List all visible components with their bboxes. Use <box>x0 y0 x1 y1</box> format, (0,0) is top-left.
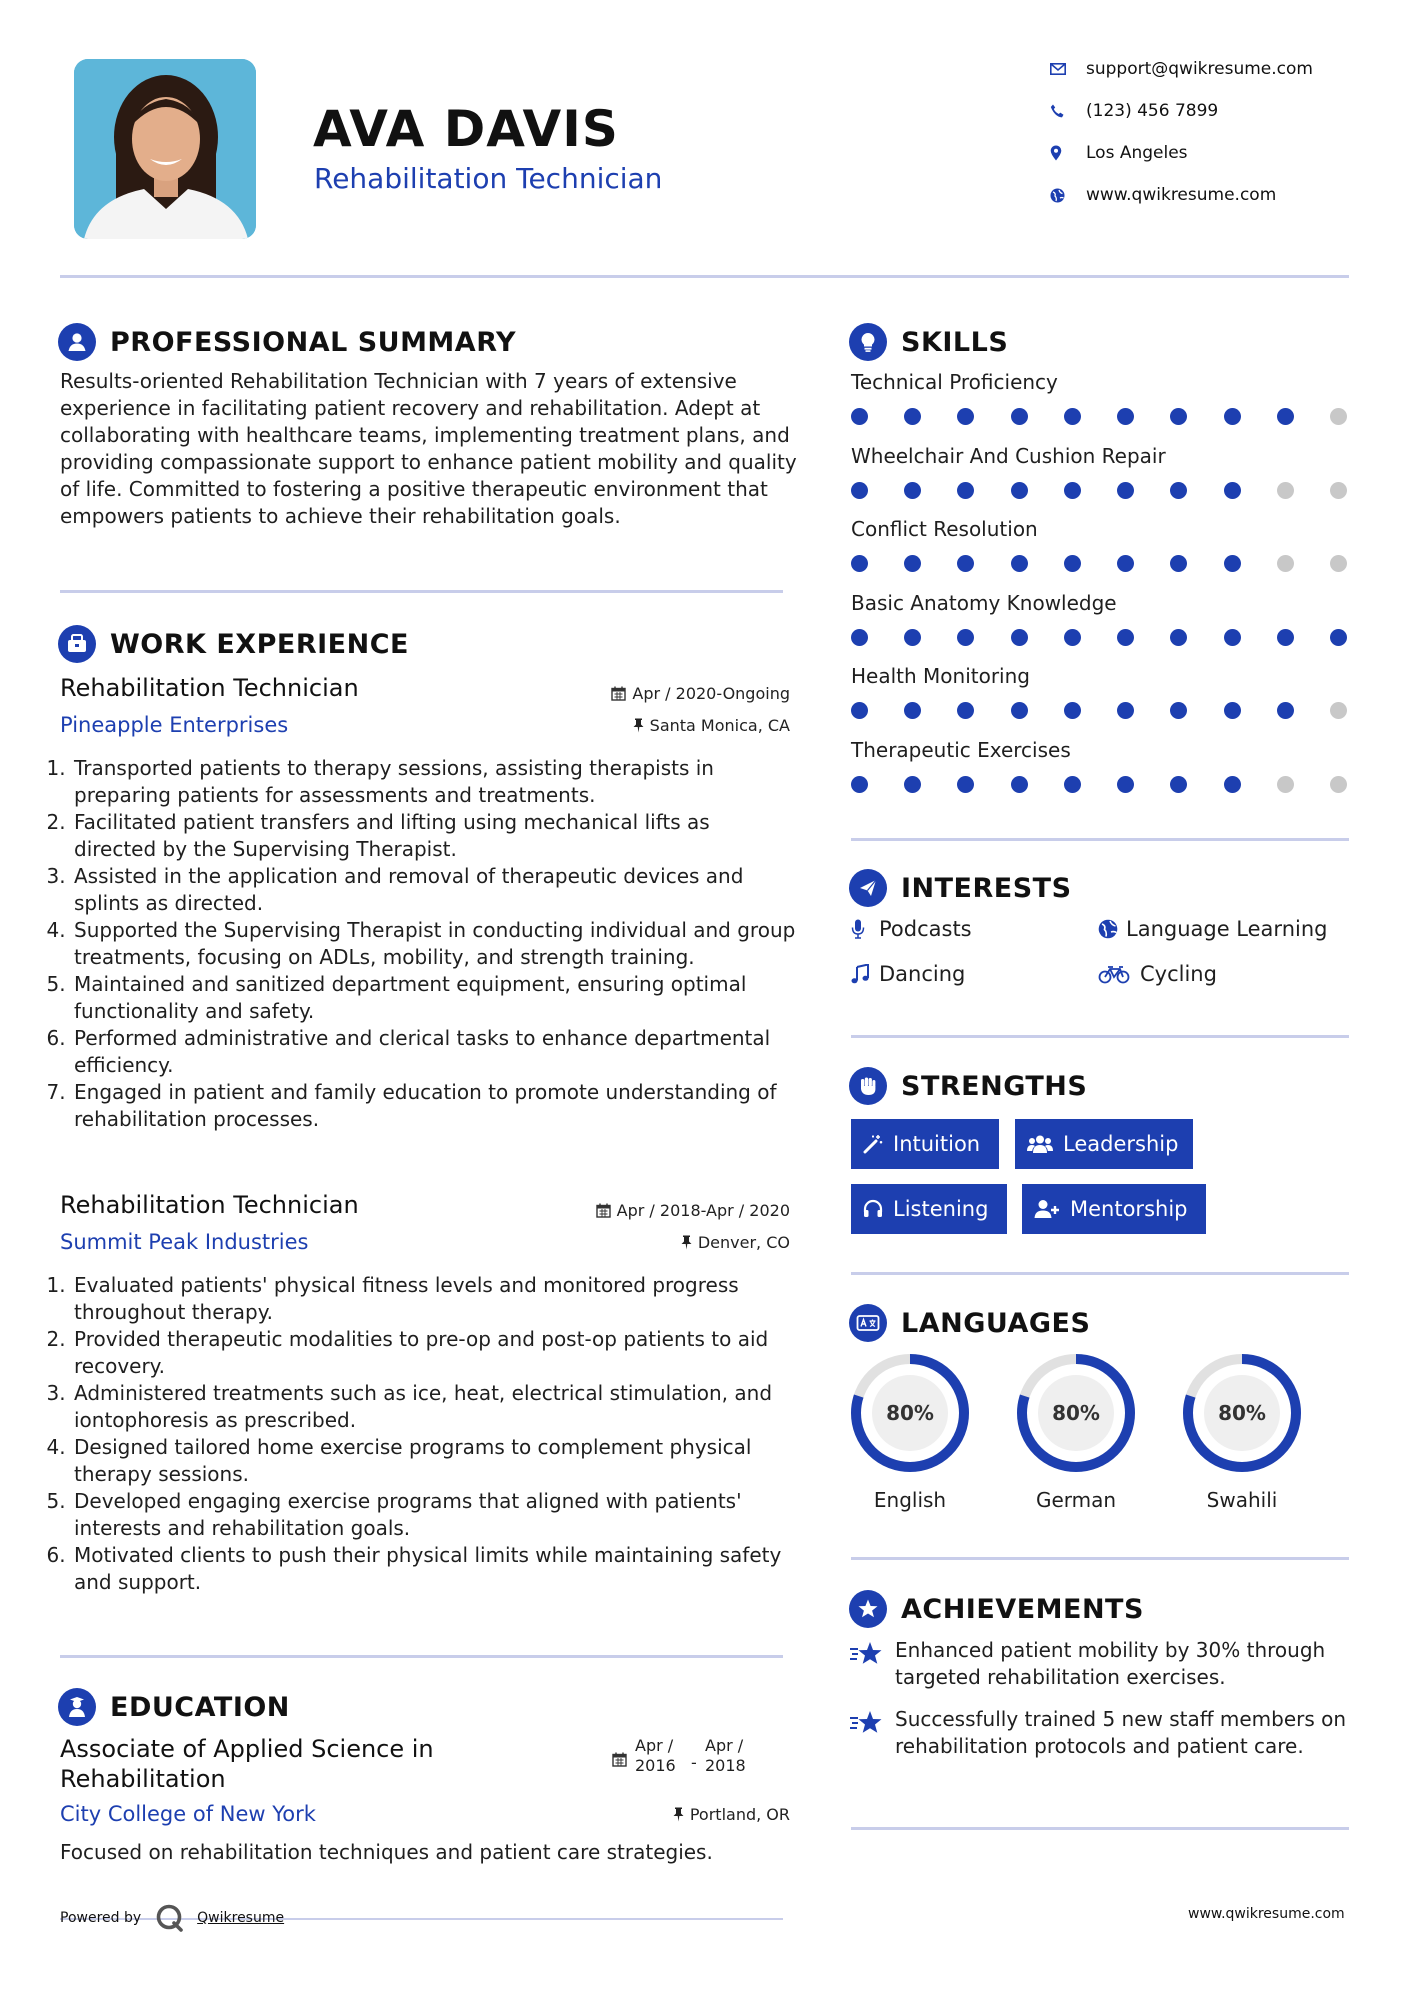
skill-dot-filled <box>851 555 868 572</box>
skill-dot-filled <box>851 776 868 793</box>
contact-website[interactable] <box>1050 180 1350 210</box>
languages-heading <box>849 1303 1090 1343</box>
interests-title: INTERESTS <box>901 872 1072 904</box>
powered-by-text: Powered by <box>60 1910 142 1926</box>
qwikresume-logo-icon <box>155 1903 185 1933</box>
languages-title: LANGUAGES <box>901 1307 1091 1339</box>
graduate-icon <box>58 1688 96 1726</box>
skills-divider <box>851 838 1349 841</box>
skill-name: Conflict Resolution <box>851 517 1038 541</box>
skill-dot-filled <box>1064 702 1081 719</box>
achievements-divider <box>851 1827 1349 1830</box>
language-percent: 80% <box>1052 1401 1100 1425</box>
profile-photo <box>74 59 256 239</box>
duty-item: 7. Engaged in patient and family education to promote understanding of rehabilitation processes. <box>72 1079 798 1133</box>
skill-dot-filled <box>1277 702 1294 719</box>
skill-rating <box>851 629 1347 646</box>
strength-label: Intuition <box>893 1132 981 1156</box>
language-name: English <box>873 1488 947 1512</box>
achievements-heading <box>849 1589 1144 1629</box>
candidate-name: AVA DAVIS <box>313 100 619 158</box>
skill-dot-filled <box>1064 555 1081 572</box>
skill-dot-filled <box>851 482 868 499</box>
interest-item <box>851 962 965 986</box>
duty-item: 4. Designed tailored home exercise programs to complement physical therapy sessions. <box>72 1434 798 1488</box>
skill-dot-filled <box>1117 555 1134 572</box>
qwikresume-link[interactable]: Qwikresume <box>197 1910 285 1926</box>
date-separator: - <box>691 1753 697 1772</box>
skill-dot-filled <box>1224 408 1241 425</box>
skill-dot-filled <box>1277 408 1294 425</box>
job-location-text: Denver, CO <box>697 1233 790 1252</box>
skill-dot-filled <box>1011 629 1028 646</box>
pushpin-icon <box>633 718 644 733</box>
skill-dot-filled <box>1011 555 1028 572</box>
header-divider <box>60 275 1349 278</box>
skill-dot-filled <box>1011 776 1028 793</box>
strength-chip <box>1015 1119 1193 1169</box>
skill-dot-filled <box>1224 482 1241 499</box>
contact-website-text: www.qwikresume.com <box>1086 185 1277 205</box>
interest-item <box>1098 917 1327 941</box>
achievement-item <box>849 1637 1349 1691</box>
job-title: Rehabilitation Technician <box>60 674 359 702</box>
skill-rating <box>851 482 1347 499</box>
job-dates <box>480 1201 790 1220</box>
language-item <box>1014 1352 1138 1512</box>
calendar-icon <box>611 686 626 701</box>
interest-item <box>851 917 972 941</box>
skill-name: Technical Proficiency <box>851 370 1058 394</box>
skill-dot-filled <box>1224 776 1241 793</box>
skill-dot-filled <box>957 555 974 572</box>
skill-dot-filled <box>1117 629 1134 646</box>
skill-dot-filled <box>1117 702 1134 719</box>
star-badge-icon <box>849 1590 887 1628</box>
skill-name: Basic Anatomy Knowledge <box>851 590 1117 615</box>
strength-label: Mentorship <box>1070 1197 1188 1221</box>
skills-heading <box>849 322 1008 362</box>
summary-title: PROFESSIONAL SUMMARY <box>110 326 517 358</box>
skill-name: Health Monitoring <box>851 664 1030 688</box>
contact-phone[interactable] <box>1050 96 1350 126</box>
job-dates-text: Apr / 2020-Ongoing <box>632 684 790 703</box>
skill-dot-filled <box>1011 408 1028 425</box>
candidate-title: Rehabilitation Technician <box>314 162 663 195</box>
skill-dot-filled <box>904 629 921 646</box>
language-item <box>1180 1352 1304 1512</box>
interest-label: Cycling <box>1140 962 1217 986</box>
skill-dot-filled <box>957 702 974 719</box>
skill-dot-filled <box>957 776 974 793</box>
phone-icon <box>1050 104 1086 118</box>
education-heading <box>58 1687 290 1727</box>
skill-dot-filled <box>1277 629 1294 646</box>
skill-dot-empty <box>1330 776 1347 793</box>
language-card-icon <box>849 1304 887 1342</box>
skill-dot-filled <box>1064 482 1081 499</box>
powered-by <box>60 1903 284 1933</box>
language-item <box>848 1352 972 1512</box>
skill-dot-empty <box>1277 482 1294 499</box>
calendar-icon <box>596 1203 611 1218</box>
education-end: Apr / 2018 <box>705 1736 746 1775</box>
star-icon <box>849 1706 895 1743</box>
education-location <box>480 1805 790 1824</box>
strength-chip <box>851 1119 999 1169</box>
job-duties <box>54 1272 798 1596</box>
experience-title: WORK EXPERIENCE <box>110 628 409 660</box>
duty-item: 1. Transported patients to therapy sessions, assisting therapists in preparing patients for assessments and treatments. <box>72 755 798 809</box>
school-name: City College of New York <box>60 1802 316 1826</box>
skill-name: Therapeutic Exercises <box>851 737 1071 762</box>
skill-dot-filled <box>1330 629 1347 646</box>
skill-rating <box>851 555 1347 572</box>
skill-row <box>851 591 1351 665</box>
contact-location <box>1050 138 1350 168</box>
degree-title: Associate of Applied Science in Rehabilitation <box>60 1735 434 1793</box>
interests-heading <box>849 868 1072 908</box>
skill-dot-filled <box>851 408 868 425</box>
skill-dot-filled <box>1224 702 1241 719</box>
languages-list <box>848 1352 1308 1512</box>
skill-dot-filled <box>904 776 921 793</box>
experience-divider <box>60 1655 783 1658</box>
education-location-text: Portland, OR <box>689 1805 790 1824</box>
duty-item: 3. Administered treatments such as ice, heat, electrical stimulation, and iontophoresis as prescribed. <box>72 1380 798 1434</box>
fist-icon <box>849 1067 887 1105</box>
education-start: Apr / 2016 <box>635 1736 676 1775</box>
job-location-text: Santa Monica, CA <box>649 716 790 735</box>
strengths-heading <box>849 1066 1087 1106</box>
globe-icon <box>1050 188 1086 203</box>
duty-item: 4. Supported the Supervising Therapist in conducting individual and group treatments, focusing on ADLs, mobility, and strength training. <box>72 917 798 971</box>
pushpin-icon <box>673 1807 684 1822</box>
calendar-icon <box>612 1752 627 1767</box>
paper-plane-icon <box>849 869 887 907</box>
achievement-text: Enhanced patient mobility by 30% through targeted rehabilitation exercises. <box>895 1638 1326 1689</box>
language-progress-ring <box>1181 1352 1303 1474</box>
education-title: EDUCATION <box>110 1691 290 1723</box>
skill-dot-filled <box>957 629 974 646</box>
skill-rating <box>851 776 1347 793</box>
language-progress-ring <box>1015 1352 1137 1474</box>
skill-dot-filled <box>1170 482 1187 499</box>
microphone-icon <box>851 919 879 939</box>
skill-dot-filled <box>957 482 974 499</box>
briefcase-icon <box>58 625 96 663</box>
job-dates-text: Apr / 2018-Apr / 2020 <box>616 1201 790 1220</box>
languages-divider <box>851 1557 1349 1560</box>
skill-dot-filled <box>1170 776 1187 793</box>
achievement-text: Successfully trained 5 new staff members on rehabilitation protocols and patient care. <box>895 1707 1347 1758</box>
strength-chip <box>1022 1184 1206 1234</box>
skill-dot-filled <box>904 482 921 499</box>
skill-dot-filled <box>957 408 974 425</box>
skill-dot-empty <box>1277 776 1294 793</box>
globe-icon <box>1098 919 1126 939</box>
skill-dot-empty <box>1330 702 1347 719</box>
lightbulb-icon <box>849 323 887 361</box>
skill-dot-filled <box>1170 702 1187 719</box>
bicycle-icon <box>1098 964 1140 984</box>
interest-item <box>1098 962 1217 986</box>
strength-chip <box>851 1184 1007 1234</box>
strength-label: Leadership <box>1063 1132 1179 1156</box>
skill-dot-filled <box>904 408 921 425</box>
job-title: Rehabilitation Technician <box>60 1191 359 1219</box>
achievements-title: ACHIEVEMENTS <box>901 1593 1144 1625</box>
skill-dot-filled <box>1170 555 1187 572</box>
skill-dot-filled <box>1170 408 1187 425</box>
skill-row <box>851 370 1351 444</box>
user-plus-icon <box>1034 1199 1060 1219</box>
job-company: Summit Peak Industries <box>60 1230 309 1254</box>
summary-text: Results-oriented Rehabilitation Technician with 7 years of extensive experience in facilitating patient recovery and rehabilitation. Adept at collaborating with healthcare teams, implementing treatment plans, and providing compassionate support to enhance patient mobility and quality of life. Committed to fostering a positive therapeutic environment that empowers patients to achieve their rehabilitation goals. <box>60 369 797 528</box>
language-percent: 80% <box>1218 1401 1266 1425</box>
skill-dot-filled <box>1064 629 1081 646</box>
contact-phone-text: (123) 456 7899 <box>1086 101 1219 121</box>
language-name: German <box>1035 1488 1117 1512</box>
skill-dot-empty <box>1330 555 1347 572</box>
skill-row <box>851 517 1351 591</box>
strength-label: Listening <box>893 1197 989 1221</box>
skill-name: Wheelchair And Cushion Repair <box>851 443 1166 468</box>
skill-dot-filled <box>1224 555 1241 572</box>
job-duties <box>54 755 798 1133</box>
skill-rating <box>851 408 1347 425</box>
skills-title: SKILLS <box>901 326 1009 358</box>
skill-dot-filled <box>1170 629 1187 646</box>
envelope-icon <box>1050 63 1086 75</box>
skill-dot-empty <box>1330 408 1347 425</box>
summary-divider <box>60 590 783 593</box>
skill-dot-filled <box>851 702 868 719</box>
interest-label: Dancing <box>879 962 966 986</box>
footer-website[interactable]: www.qwikresume.com <box>1188 1906 1345 1922</box>
achievement-item <box>849 1706 1349 1760</box>
duty-item: 6. Performed administrative and clerical tasks to enhance departmental efficiency. <box>72 1025 798 1079</box>
contact-email-text: support@qwikresume.com <box>1086 59 1313 79</box>
job-location <box>480 1233 790 1252</box>
interest-label: Language Learning <box>1126 917 1328 941</box>
skill-dot-filled <box>904 555 921 572</box>
skills-list <box>851 370 1351 811</box>
skill-dot-empty <box>1330 482 1347 499</box>
job-dates <box>480 684 790 703</box>
user-icon <box>58 323 96 361</box>
language-percent: 80% <box>886 1401 934 1425</box>
skill-rating <box>851 702 1347 719</box>
interest-label: Podcasts <box>879 917 972 941</box>
skill-dot-filled <box>1224 629 1241 646</box>
star-icon <box>849 1637 895 1674</box>
strengths-title: STRENGTHS <box>901 1070 1088 1102</box>
duty-item: 3. Assisted in the application and removal of therapeutic devices and splints as directed. <box>72 863 798 917</box>
duty-item: 2. Provided therapeutic modalities to pre-op and post-op patients to aid recovery. <box>72 1326 798 1380</box>
skill-dot-filled <box>1011 702 1028 719</box>
skill-dot-filled <box>904 702 921 719</box>
duty-item: 5. Developed engaging exercise programs that aligned with patients' interests and rehabilitation goals. <box>72 1488 798 1542</box>
magic-wand-icon <box>863 1134 883 1154</box>
education-dates <box>612 1736 792 1776</box>
language-name: Swahili <box>1206 1488 1278 1512</box>
music-note-icon <box>851 964 879 984</box>
language-progress-ring <box>849 1352 971 1474</box>
experience-heading <box>58 624 409 664</box>
duty-item: 6. Motivated clients to push their physical limits while maintaining safety and support. <box>72 1542 798 1596</box>
map-pin-icon <box>1050 145 1086 161</box>
skill-row <box>851 738 1351 812</box>
skill-dot-empty <box>1277 555 1294 572</box>
pushpin-icon <box>681 1235 692 1250</box>
contact-location-text: Los Angeles <box>1086 143 1188 163</box>
education-description: Focused on rehabilitation techniques and patient care strategies. <box>60 1840 713 1864</box>
contact-email[interactable] <box>1050 54 1350 84</box>
duty-item: 1. Evaluated patients' physical fitness levels and monitored progress throughout therapy. <box>72 1272 798 1326</box>
duty-item: 2. Facilitated patient transfers and lifting using mechanical lifts as directed by the Supervising Therapist. <box>72 809 798 863</box>
skill-dot-filled <box>1117 408 1134 425</box>
skill-dot-filled <box>851 629 868 646</box>
headphones-icon <box>863 1199 883 1219</box>
skill-dot-filled <box>1064 408 1081 425</box>
skill-dot-filled <box>1117 776 1134 793</box>
job-location <box>480 716 790 735</box>
skill-row <box>851 664 1351 738</box>
skill-dot-filled <box>1011 482 1028 499</box>
strengths-divider <box>851 1272 1349 1275</box>
summary-heading <box>58 322 516 362</box>
job-company: Pineapple Enterprises <box>60 713 289 737</box>
skill-dot-filled <box>1117 482 1134 499</box>
skill-dot-filled <box>1064 776 1081 793</box>
interests-divider <box>851 1035 1349 1038</box>
users-icon <box>1027 1134 1053 1154</box>
duty-item: 5. Maintained and sanitized department equipment, ensuring optimal functionality and safety. <box>72 971 798 1025</box>
skill-row <box>851 444 1351 518</box>
